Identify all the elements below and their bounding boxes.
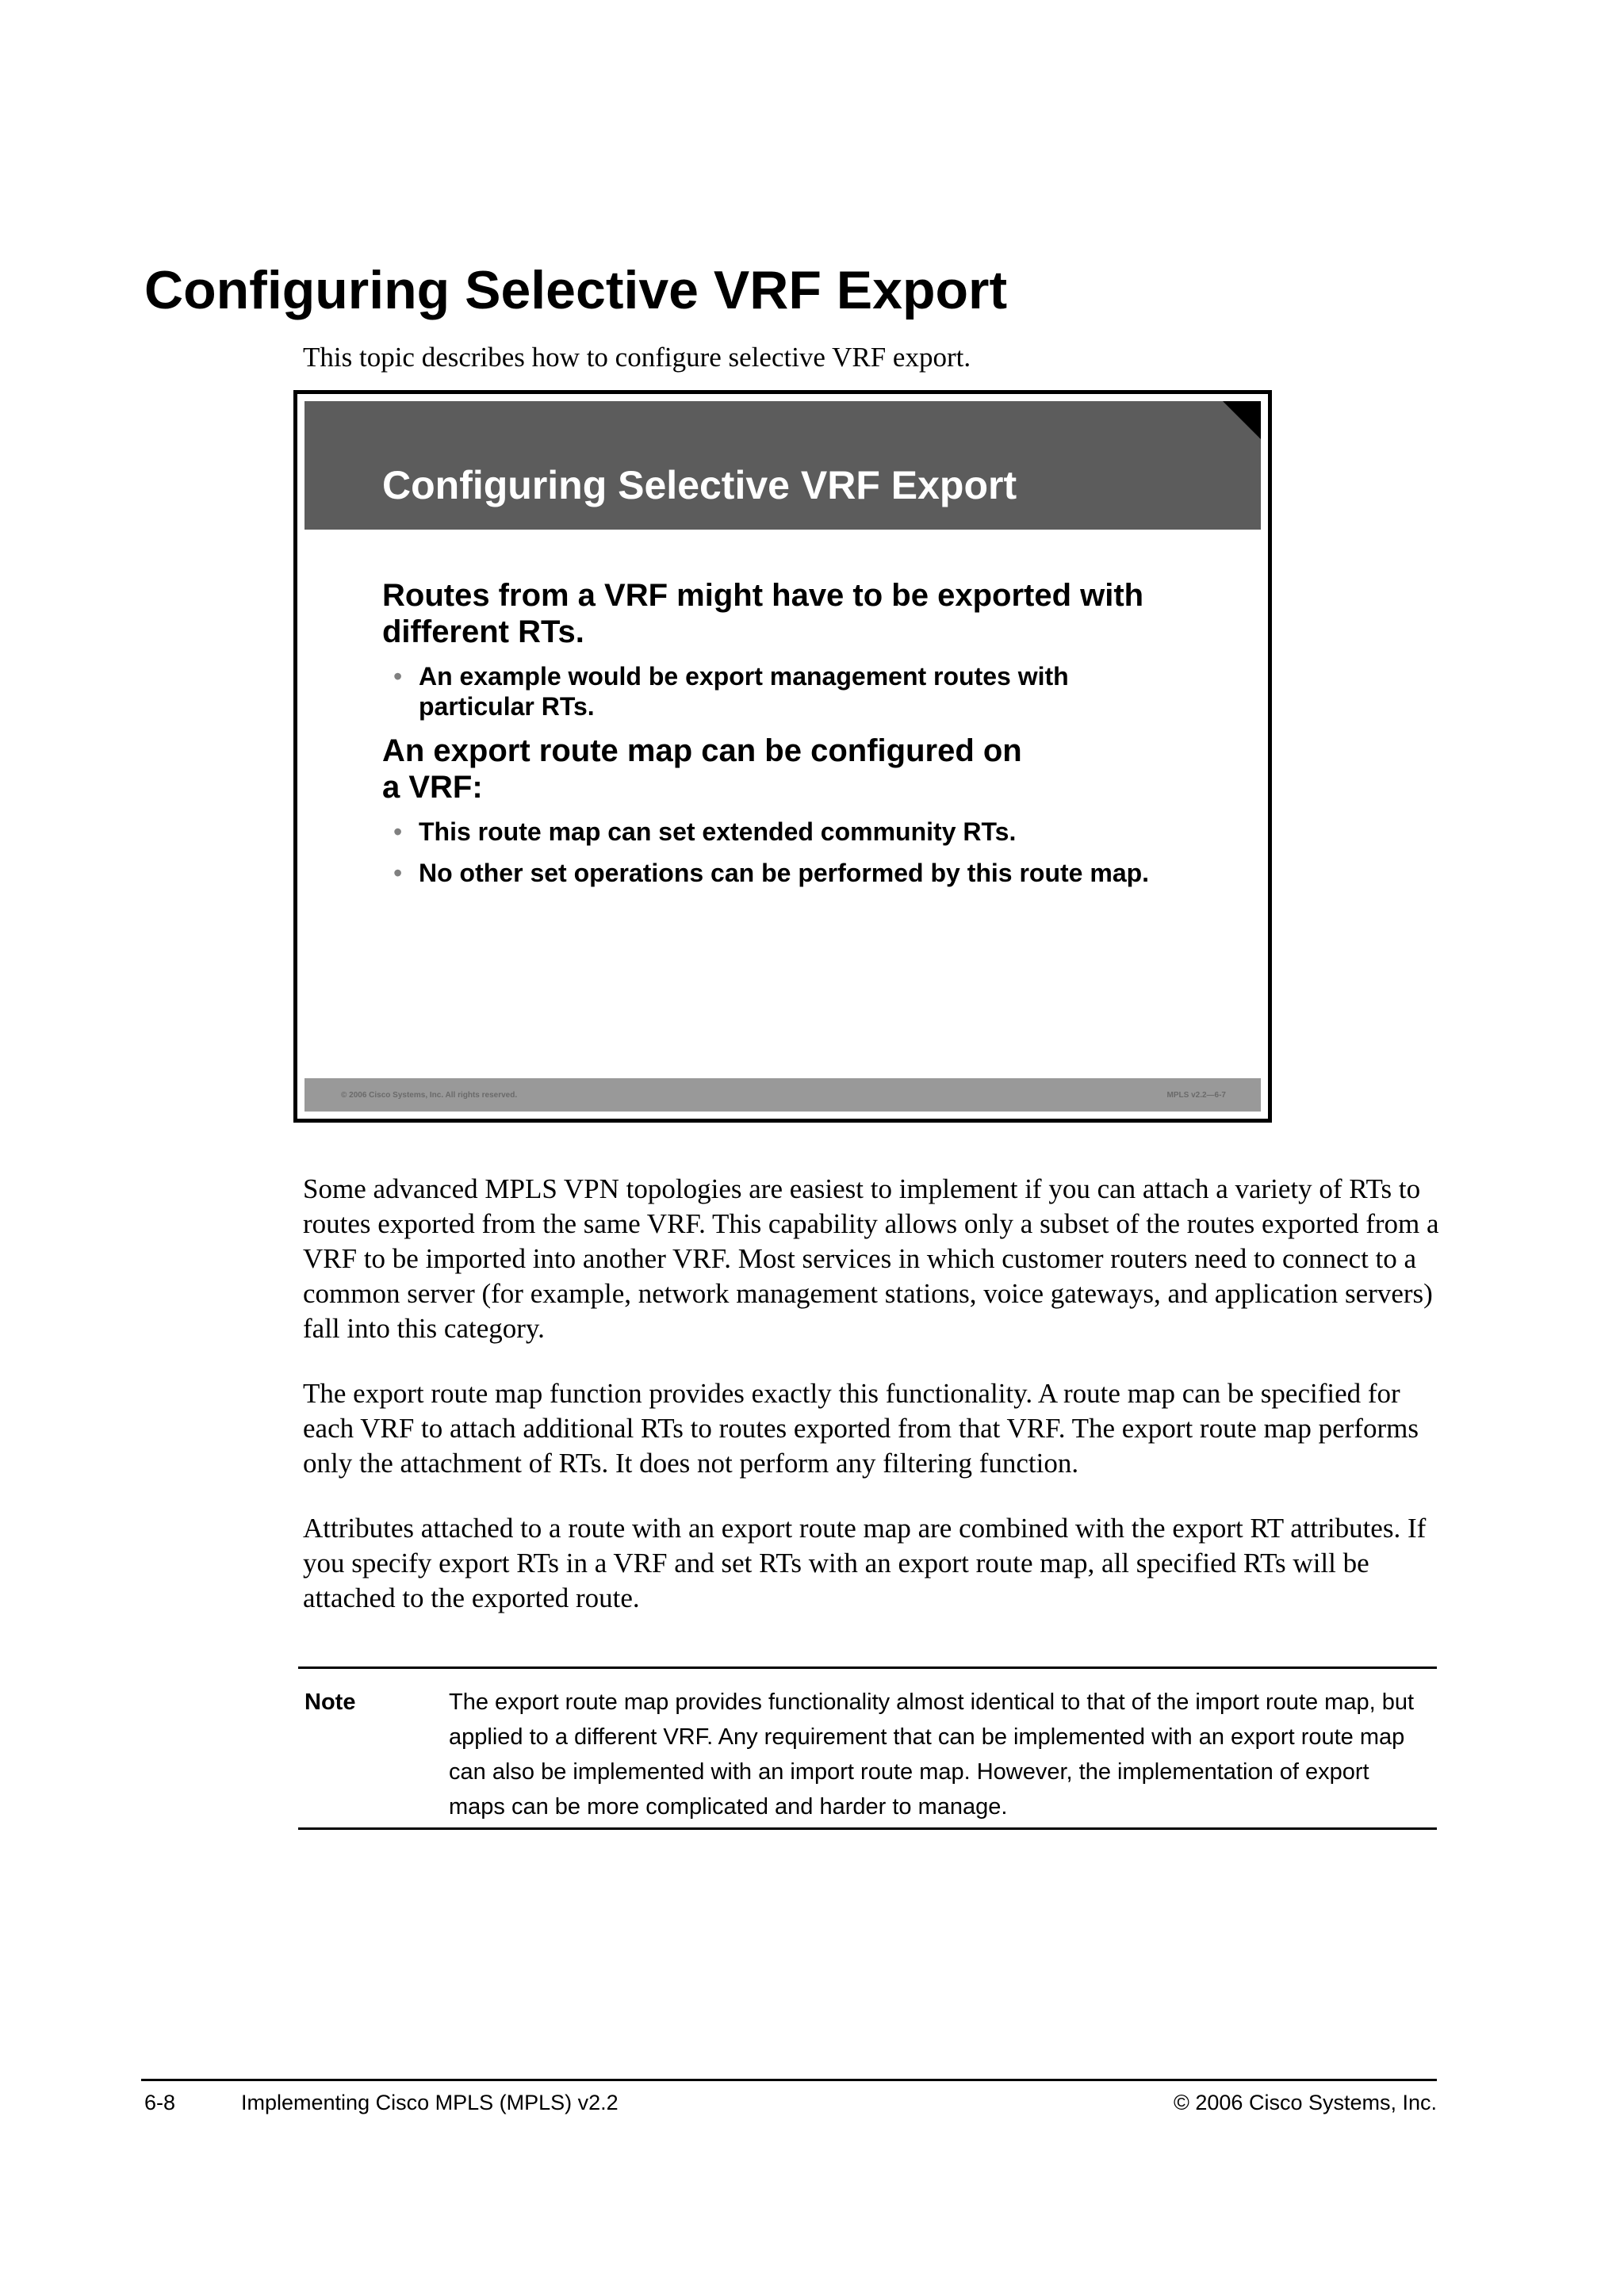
slide-subpoint	[382, 817, 1239, 847]
bullet-dot-icon: •	[393, 662, 403, 691]
slide-subpoint-text: No other set operations can be performed by this route map.	[419, 859, 1150, 887]
course-title: Implementing Cisco MPLS (MPLS) v2.2	[241, 2091, 619, 2114]
slide-content	[382, 577, 1239, 899]
slide-point: Routes from a VRF might have to be exported with different RTs.	[382, 578, 1144, 649]
slide-subpoint	[382, 661, 1148, 721]
page-title: Configuring Selective VRF Export	[144, 260, 1008, 320]
slide-subpoint-text: This route map can set extended community RTs.	[419, 817, 1017, 846]
page-footer	[141, 2079, 1437, 2129]
bullet-dot-icon: •	[393, 817, 403, 846]
footer-copyright: © 2006 Cisco Systems, Inc.	[1173, 2091, 1437, 2114]
slide-header	[304, 401, 1261, 530]
bullet-dot-icon: •	[393, 859, 403, 887]
slide-figure	[293, 390, 1272, 1123]
note-box	[298, 1667, 1437, 1830]
slide-subpoint	[382, 858, 1239, 888]
slide-point: An export route map can be configured on a VRF:	[382, 733, 1022, 805]
body-paragraph: Attributes attached to a route with an export route map are combined with the export RT attributes. If you specify export RTs in a VRF and set RTs with an export route map, all specified RTs will be attached to the exported route.	[303, 1513, 1427, 1613]
note-text: The export route map provides functionality almost identical to that of the import route map, but applied to a different VRF. Any requirement that can be implemented with an export route map can also be implemented with an import route map. However, the implementation of export maps can be more complicated and harder to manage.	[449, 1689, 1415, 1820]
slide-subpoint-text: An example would be export management routes with particular RTs.	[419, 662, 1069, 721]
slide-footer-copyright: © 2006 Cisco Systems, Inc. All rights reserved.	[341, 1091, 518, 1100]
body-paragraph: The export route map function provides exactly this functionality. A route map can be specified for each VRF to attach additional RTs to routes exported from that VRF. The export route map performs only the attachment of RTs. It does not perform any filtering function.	[303, 1378, 1419, 1479]
slide-body	[304, 401, 1261, 1112]
slide-corner-triangle	[1223, 401, 1261, 439]
note-label: Note	[304, 1689, 356, 1715]
intro-text: This topic describes how to configure selective VRF export.	[303, 342, 971, 373]
body-paragraph: Some advanced MPLS VPN topologies are easiest to implement if you can attach a variety of RTs to routes exported from the same VRF. This capability allows only a subset of the routes exported from a VRF to be imported into another VRF. Most services in which customer routers need to connect to a common server (for example, network management stations, voice gateways, and application servers) fall into this category.	[303, 1173, 1439, 1344]
page-number: 6-8	[144, 2091, 176, 2114]
slide-footer	[304, 1078, 1261, 1112]
slide-title: Configuring Selective VRF Export	[382, 463, 1017, 507]
slide-footer-code: MPLS v2.2—6-7	[1166, 1091, 1226, 1100]
